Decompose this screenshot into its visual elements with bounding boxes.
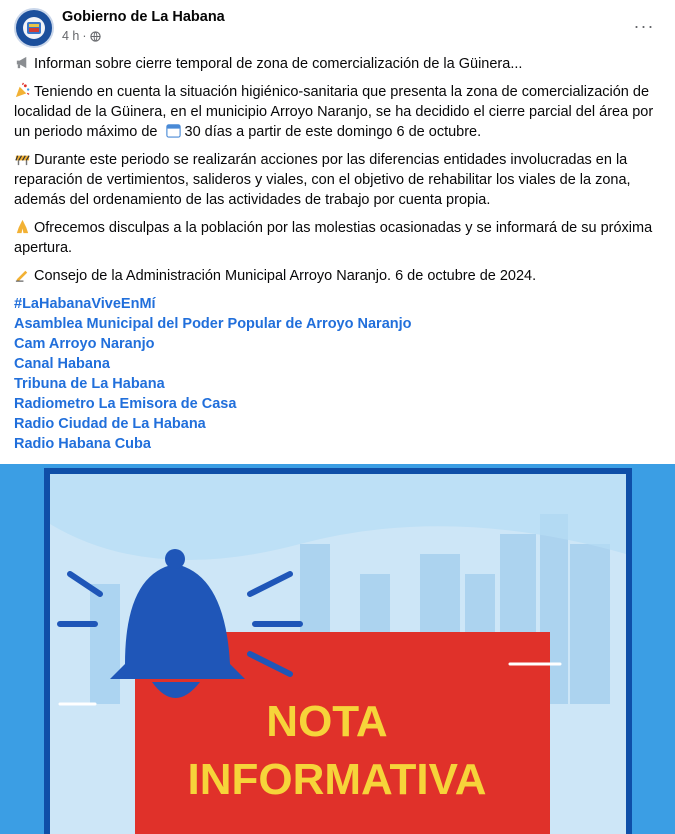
tag-link-canal-habana[interactable]: Canal Habana <box>14 356 110 372</box>
paragraph-2-tail: 30 días a partir de este domingo 6 de octubre. <box>184 124 482 140</box>
paragraph-5-text: Consejo de la Administración Municipal Arroyo Naranjo. 6 de octubre de 2024. <box>34 268 537 284</box>
tag-link-asamblea[interactable]: Asamblea Municipal del Poder Popular de Arroyo Naranjo <box>14 316 412 332</box>
post-image[interactable] <box>0 464 675 834</box>
post-paragraph-2 <box>14 82 664 142</box>
hashtag-link[interactable]: #LaHabanaViveEnMí <box>14 296 156 312</box>
post-paragraph-4 <box>14 218 664 258</box>
paragraph-1-text: Informan sobre cierre temporal de zona de comercialización de la Güinera... <box>34 56 523 72</box>
paragraph-3-text: Durante este periodo se realizarán acciones por las diferencias entidades involucradas en la reparación de vertimientos, salideros y viales, con el objetivo de rehabilitar los viales de la zona, además del ordenamiento de las actividades de trabajo por cuenta propia. <box>14 152 631 208</box>
paragraph-4-text: Ofrecemos disculpas a la población por las molestias ocasionadas y se informará de su próxima apertura. <box>14 220 653 256</box>
writing-hand-icon <box>14 266 31 283</box>
more-options-button[interactable]: ··· <box>633 15 655 36</box>
post-text <box>14 54 664 294</box>
post-paragraph-3 <box>14 150 664 210</box>
post-header <box>14 6 664 48</box>
post-paragraph-1 <box>14 54 664 74</box>
image-title-line-2: INFORMATIVA <box>187 755 487 804</box>
nota-informativa-graphic <box>0 464 675 834</box>
post-timestamp[interactable]: 4 h <box>62 29 80 43</box>
tag-link-radio-ciudad[interactable]: Radio Ciudad de La Habana <box>14 416 206 432</box>
post-links <box>14 294 412 454</box>
page-avatar[interactable] <box>14 8 54 48</box>
tag-link-radio-habana-cuba[interactable]: Radio Habana Cuba <box>14 436 151 452</box>
globe-icon <box>90 31 101 42</box>
folded-hands-icon <box>14 218 31 235</box>
image-title-line-1: NOTA <box>266 697 388 746</box>
post-paragraph-5 <box>14 266 664 286</box>
tag-link-radiometro[interactable]: Radiometro La Emisora de Casa <box>14 396 237 412</box>
calendar-icon <box>165 122 182 139</box>
meta-separator: · <box>82 29 87 43</box>
tag-link-tribuna[interactable]: Tribuna de La Habana <box>14 376 165 392</box>
tag-link-cam-arroyo-naranjo[interactable]: Cam Arroyo Naranjo <box>14 336 155 352</box>
post-meta <box>62 29 101 43</box>
party-popper-icon <box>14 82 31 99</box>
post-author-name[interactable]: Gobierno de La Habana <box>62 9 225 25</box>
megaphone-icon <box>14 54 31 71</box>
construction-icon <box>14 150 31 167</box>
paragraph-2-text: Teniendo en cuenta la situación higiénico-sanitaria que presenta la zona de comercialización de localidad de la Güinera, en el municipio Arroyo Naranjo, se ha decidido el cierre parcial del área por un periodo máximo de <box>14 84 654 140</box>
